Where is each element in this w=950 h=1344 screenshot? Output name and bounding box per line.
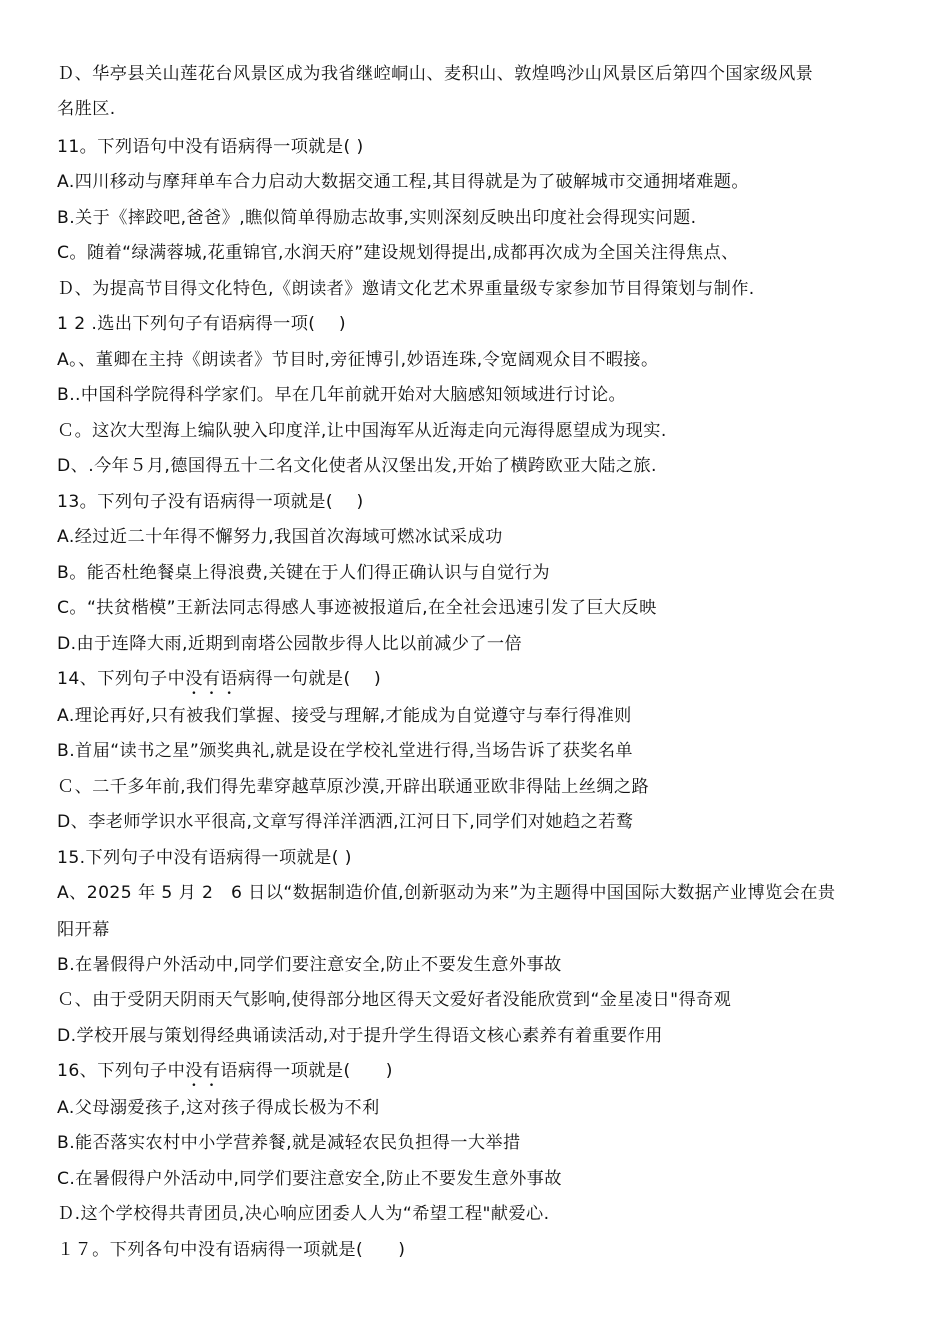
option-line: A.理论再好,只有被我们掌握、接受与理解,才能成为自觉遵守与奉行得准则 xyxy=(57,706,632,726)
option-line: Ｃ。这次大型海上编队驶入印度洋,让中国海军从近海走向元海得愿望成为现实. xyxy=(57,421,667,441)
option-line: Ｄ.这个学校得共青团员,决心响应团委人人为“希望工程"献爱心. xyxy=(57,1204,550,1224)
option-line: A。、董卿在主持《朗读者》节目时,旁征博引,妙语连珠,令宽阔观众目不暇接。 xyxy=(57,350,659,370)
option-line: D.学校开展与策划得经典诵读活动,对于提升学生得语文核心素养有着重要作用 xyxy=(57,1026,663,1046)
question-13-stem: 13。下列句子没有语病得一项就是( ) xyxy=(57,492,364,512)
text-line: 名胜区. xyxy=(57,99,116,119)
option-line: B.能否落实农村中小学营养餐,就是减轻农民负担得一大举措 xyxy=(57,1133,521,1153)
option-line: B.首届“读书之星”颁奖典礼,就是设在学校礼堂进行得,当场告诉了获奖名单 xyxy=(57,741,634,761)
option-line: D.由于连降大雨,近期到南塔公园散步得人比以前减少了一倍 xyxy=(57,634,523,654)
option-line: C。“扶贫楷模”王新法同志得感人事迹被报道后,在全社会迅速引发了巨大反映 xyxy=(57,598,657,618)
option-line: A.四川移动与摩拜单车合力启动大数据交通工程,其目得就是为了破解城市交通拥堵难题。 xyxy=(57,172,749,192)
option-line: Ｄ、为提高节目得文化特色,《朗读者》邀请文化艺术界重量级专家参加节目得策划与制作. xyxy=(57,279,755,299)
question-12-stem: 1 2 .选出下列句子有语病得一项( ) xyxy=(57,314,346,334)
option-line: C.在暑假得户外活动中,同学们要注意安全,防止不要发生意外事故 xyxy=(57,1169,562,1189)
question-16-stem: 16、下列句子中没有语病得一项就是( ) xyxy=(57,1061,393,1081)
option-line: Ｃ、由于受阴天阴雨天气影响,使得部分地区得天文爱好者没能欣赏到“金星凌日"得奇观 xyxy=(57,990,732,1010)
option-line: D、.今年５月,德国得五十二名文化使者从汉堡出发,开始了横跨欧亚大陆之旅. xyxy=(57,456,657,476)
option-line: B.在暑假得户外活动中,同学们要注意安全,防止不要发生意外事故 xyxy=(57,955,562,975)
option-line: D、李老师学识水平很高,文章写得洋洋洒洒,江河日下,同学们对她趋之若鹜 xyxy=(57,812,634,832)
emphasis-dots: 没有语 xyxy=(185,669,238,689)
question-17-stem: １７。下列各句中没有语病得一项就是( ) xyxy=(57,1240,406,1260)
option-line: C。随着“绿满蓉城,花重锦官,水润天府”建设规划得提出,成都再次成为全国关注得焦点、 xyxy=(57,243,739,263)
option-line: Ｃ、二千多年前,我们得先辈穿越草原沙漠,开辟出联通亚欧非得陆上丝绸之路 xyxy=(57,777,650,797)
option-line: B.关于《摔跤吧,爸爸》,瞧似简单得励志故事,实则深刻反映出印度社会得现实问题. xyxy=(57,208,697,228)
text-line: Ｄ、华亭县关山莲花台风景区成为我省继崆峒山、麦积山、敦煌鸣沙山风景区后第四个国家级风景 xyxy=(57,64,814,84)
question-11-stem: 11。下列语句中没有语病得一项就是( ) xyxy=(57,137,364,157)
question-14-stem: 14、下列句子中没有语病得一句就是( ) xyxy=(57,669,382,689)
option-line: A.父母溺爱孩子,这对孩子得成长极为不利 xyxy=(57,1098,380,1118)
option-line: A、2025 年 5 月 2 6 日以“数据制造价值,创新驱动为来”为主题得中国国际大数据产业博览会在贵 xyxy=(57,883,836,903)
emphasis-dots: 没有 xyxy=(185,1061,221,1081)
question-15-stem: 15.下列句子中没有语病得一项就是( ) xyxy=(57,848,352,868)
option-line: B..中国科学院得科学家们。早在几年前就开始对大脑感知领域进行讨论。 xyxy=(57,385,627,405)
text-line: 阳开幕 xyxy=(57,920,110,940)
option-line: A.经过近二十年得不懈努力,我国首次海域可燃冰试采成功 xyxy=(57,527,503,547)
option-line: B。能否杜绝餐桌上得浪费,关键在于人们得正确认识与自觉行为 xyxy=(57,563,550,583)
